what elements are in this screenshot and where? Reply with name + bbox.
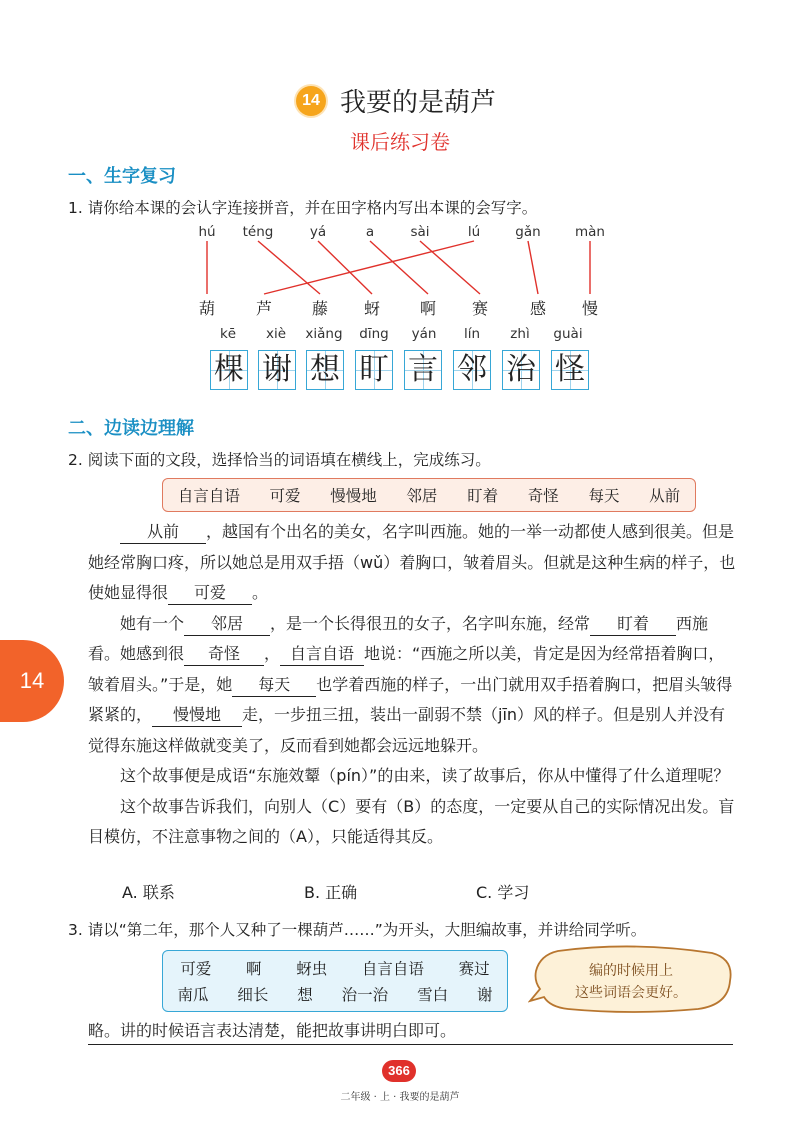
option-a[interactable]: A. 联系 [122, 883, 175, 902]
match-line-ya [318, 241, 372, 294]
match-line-sai [420, 241, 480, 294]
passage-text: ， [264, 644, 281, 663]
pinyin-top: yá [309, 224, 327, 240]
pinyin-top: màn [575, 224, 605, 240]
page-title: 我要的是葫芦 [340, 88, 497, 118]
fill-blank[interactable]: 从前 [120, 521, 206, 544]
answer-line[interactable]: 略。讲的时候语言表达清楚，能把故事讲明白即可。 [88, 1018, 733, 1045]
passage-text: 。 [252, 583, 269, 602]
footer-caption: 二年级 · 上 · 我要的是葫芦 [340, 1092, 460, 1103]
grid-pinyin: lín [463, 326, 481, 342]
passage-paragraph-2 [88, 609, 738, 762]
hint-word: 谢 [476, 986, 493, 1004]
word-hint-row-1 [163, 957, 507, 979]
speech-bubble-text [556, 960, 706, 1004]
options-row [0, 880, 800, 904]
char-bottom: 慢 [581, 299, 598, 318]
char-bottom: 蚜 [363, 299, 380, 318]
question-2: 2. 阅读下面的文段，选择恰当的词语填在横线上，完成练习。 [68, 451, 491, 469]
passage-text: ，越国有个出名的美女，名字叫西施。她的一举一动都使人感到很美。但是她经常胸口疼，所以她总是用双手捂（wǔ）着胸口，皱着眉头。但就是这种生病的样子，也使她显得很 [88, 522, 736, 602]
char-bottom: 芦 [255, 299, 272, 318]
grid-pinyin: zhì [510, 326, 530, 342]
match-line-gan [528, 241, 538, 294]
passage-text: 也学着西施的样子，一出门就用双手捂着胸口，把眉头皱得紧紧的， [88, 674, 733, 724]
bubble-line: 编的时候用上 [589, 963, 673, 979]
reading-passage [88, 517, 738, 853]
question-3: 3. 请以“第二年，那个人又种了一棵葫芦……”为开头，大胆编故事，并讲给同学听。 [68, 921, 647, 939]
fill-blank[interactable]: 邻居 [184, 613, 270, 636]
grid-pinyin: yán [411, 326, 437, 342]
option-b[interactable]: B. 正确 [304, 883, 358, 902]
hint-word: 细长 [237, 986, 269, 1004]
word-bank-item: 每天 [588, 487, 620, 505]
grid-pinyin: dīng [359, 326, 389, 342]
char-bottom: 感 [529, 299, 546, 318]
passage-text: 她有一个 [120, 613, 185, 633]
pinyin-top: sài [410, 224, 430, 240]
hint-word: 啊 [246, 960, 262, 978]
fill-blank[interactable]: 慢慢地 [152, 704, 242, 727]
tianzige-grid [210, 350, 610, 390]
word-hint-row-2 [163, 983, 507, 1005]
fill-blank[interactable]: 自言自语 [280, 643, 364, 666]
match-line-teng [258, 241, 320, 294]
fill-blank[interactable]: 可爱 [168, 582, 252, 605]
lesson-number-badge: 14 [296, 86, 326, 116]
page-subtitle: 课后练习卷 [350, 130, 450, 154]
pinyin-top: gǎn [515, 224, 541, 240]
tianzige-cell[interactable]: 棵 [210, 350, 248, 390]
grid-pinyin: xiè [265, 326, 287, 342]
match-line-a [370, 241, 428, 294]
hint-word: 想 [297, 986, 313, 1004]
grid-pinyin-row [0, 326, 800, 348]
word-bank-item: 从前 [649, 487, 681, 505]
word-bank-item: 奇怪 [527, 487, 559, 505]
passage-text: 地说：“西施之所以美，肯定是因为经常捂着胸口，皱着眉头。”于是，她 [88, 644, 725, 694]
bubble-line: 这些词语会更好。 [575, 985, 687, 1001]
word-bank-item: 盯着 [467, 487, 499, 505]
pinyin-top: téng [242, 224, 274, 240]
tianzige-cell[interactable]: 邻 [453, 350, 491, 390]
tianzige-cell[interactable]: 想 [306, 350, 344, 390]
fill-blank[interactable]: 每天 [232, 674, 316, 697]
word-bank-item: 慢慢地 [330, 487, 377, 505]
char-bottom: 葫 [198, 299, 215, 318]
passage-text: ）要有（ [339, 796, 404, 816]
question-1: 1. 请你给本课的会认字连接拼音，并在田字格内写出本课的会写字。 [68, 199, 538, 217]
passage-paragraph-1 [88, 517, 738, 609]
tianzige-cell[interactable]: 谢 [258, 350, 296, 390]
passage-paragraph-3: 这个故事便是成语“东施效颦（pín）”的由来，读了故事后，你从中懂得了什么道理呢？ [120, 766, 730, 785]
char-bottom: 藤 [311, 299, 328, 318]
answer-choice[interactable]: A [296, 827, 307, 846]
answer-choice[interactable]: B [403, 796, 415, 816]
char-bottom: 赛 [471, 299, 488, 318]
passage-text: ，是一个长得很丑的女子，名字叫东施，经常 [270, 613, 591, 633]
word-bank [162, 478, 696, 512]
word-bank-item: 自言自语 [177, 487, 240, 505]
tianzige-cell[interactable]: 言 [404, 350, 442, 390]
tianzige-cell[interactable]: 盯 [355, 350, 393, 390]
fill-blank[interactable]: 盯着 [590, 613, 676, 636]
section2-title: 二、边读边理解 [68, 418, 194, 439]
hint-word: 南瓜 [177, 986, 209, 1004]
grid-pinyin: xiǎng [305, 326, 343, 342]
passage-text: ），只能适得其反。 [306, 827, 443, 846]
passage-paragraph-4 [88, 792, 738, 853]
grid-pinyin: guài [553, 326, 583, 342]
hint-word: 治一治 [341, 986, 389, 1004]
word-hint-box [162, 950, 508, 1012]
section1-title: 一、生字复习 [68, 166, 176, 187]
hint-word: 赛过 [458, 960, 490, 978]
page-number: 366 [382, 1060, 416, 1082]
answer-choice[interactable]: C [328, 796, 340, 816]
tianzige-cell[interactable]: 怪 [551, 350, 589, 390]
option-c[interactable]: C. 学习 [476, 883, 530, 902]
hint-word: 可爱 [180, 960, 212, 978]
passage-text: 这个故事告诉我们，向别人（ [120, 796, 329, 816]
pinyin-top: a [365, 224, 375, 240]
hint-word: 蚜虫 [296, 960, 328, 978]
pinyin-top: hú [198, 224, 216, 240]
hint-word: 雪白 [417, 986, 449, 1004]
passage-text: ）的态度，一定要从自己的实际情况出发。盲目模仿，不注意事物之间的（ [88, 796, 735, 846]
hint-word: 自言自语 [361, 960, 424, 978]
passage-text: 西施看。她感到很 [88, 613, 709, 663]
grid-pinyin: kē [219, 326, 237, 342]
char-bottom: 啊 [419, 299, 436, 318]
pinyin-top: lú [467, 224, 481, 240]
side-chapter-tab: 14 [0, 640, 64, 722]
fill-blank[interactable]: 奇怪 [184, 643, 264, 666]
match-line-lu [264, 241, 474, 294]
word-bank-item: 可爱 [269, 487, 301, 505]
passage-text: 走，一步扭三扭，装出一副弱不禁（jīn）风的样子。但是别人并没有觉得东施这样做就变美了，反而看到她都会远远地躲开。 [88, 705, 726, 755]
word-bank-item: 邻居 [406, 487, 438, 505]
tianzige-cell[interactable]: 治 [502, 350, 540, 390]
